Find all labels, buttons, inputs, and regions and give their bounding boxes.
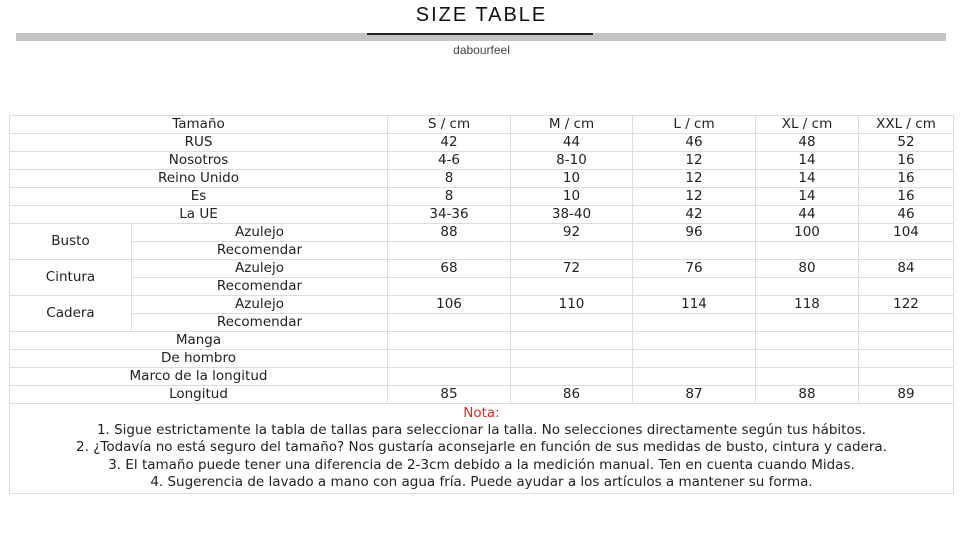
table-cell: 104: [859, 224, 954, 242]
table-cell: 12: [633, 188, 756, 206]
table-cell: 52: [859, 134, 954, 152]
table-cell: 14: [756, 152, 859, 170]
table-row: [10, 278, 954, 296]
brand-name: dabourfeel: [453, 43, 510, 57]
header-row: [10, 116, 954, 134]
table-cell: [388, 350, 511, 368]
row-label: Nosotros: [10, 152, 388, 170]
note-line: 4. Sugerencia de lavado a mano con agua fría. Puede ayudar a los artículos a mantener su forma.: [150, 473, 813, 490]
table-row: [10, 260, 954, 278]
table-cell: [511, 278, 633, 296]
table-cell: 14: [756, 170, 859, 188]
table-cell: 106: [388, 296, 511, 314]
table-cell: 48: [756, 134, 859, 152]
size-header-xxl: XXL / cm: [859, 116, 954, 134]
table-cell: [859, 332, 954, 350]
table-cell: 14: [756, 188, 859, 206]
row-label: Es: [10, 188, 388, 206]
group-label-cadera: Cadera: [10, 296, 132, 332]
table-cell: [756, 278, 859, 296]
table-cell: 85: [388, 386, 511, 404]
table-cell: [633, 368, 756, 386]
group-label-busto: Busto: [10, 224, 132, 260]
table-cell: [756, 242, 859, 260]
size-header-m: M / cm: [511, 116, 633, 134]
table-cell: [756, 368, 859, 386]
table-cell: 76: [633, 260, 756, 278]
table-cell: 92: [511, 224, 633, 242]
table-cell: 118: [756, 296, 859, 314]
table-cell: [859, 242, 954, 260]
row-label: Marco de la longitud: [10, 368, 388, 386]
table-cell: [388, 314, 511, 332]
table-row: [10, 296, 954, 314]
table-cell: 100: [756, 224, 859, 242]
page-title: SIZE TABLE: [415, 4, 548, 26]
notes-title: Nota:: [463, 405, 500, 421]
table-row: [10, 332, 954, 350]
notes-row: [10, 404, 954, 494]
table-row: [10, 134, 954, 152]
table-cell: 88: [756, 386, 859, 404]
table-cell: [756, 350, 859, 368]
row-label: La UE: [10, 206, 388, 224]
table-row: [10, 206, 954, 224]
note-line: 1. Sigue estrictamente la tabla de tallas para seleccionar la talla. No selecciones directamente según tus hábitos.: [96, 422, 867, 439]
table-cell: 16: [859, 170, 954, 188]
table-cell: 72: [511, 260, 633, 278]
table-cell: 46: [633, 134, 756, 152]
size-header-xl: XL / cm: [756, 116, 859, 134]
table-cell: [859, 368, 954, 386]
table-cell: 114: [633, 296, 756, 314]
table-row: [10, 386, 954, 404]
table-cell: 8-10: [511, 152, 633, 170]
table-cell: 88: [388, 224, 511, 242]
table-cell: 38-40: [511, 206, 633, 224]
table-row: [10, 188, 954, 206]
table-cell: 10: [511, 188, 633, 206]
sub-label: Recomendar: [132, 242, 388, 260]
table-cell: 10: [511, 170, 633, 188]
size-header-l: L / cm: [633, 116, 756, 134]
sub-label: Recomendar: [132, 278, 388, 296]
table-cell: 86: [511, 386, 633, 404]
size-table: [9, 115, 954, 494]
table-cell: 96: [633, 224, 756, 242]
table-cell: [388, 278, 511, 296]
sub-label: Azulejo: [132, 260, 388, 278]
table-cell: [511, 350, 633, 368]
row-label: Longitud: [10, 386, 388, 404]
table-cell: 89: [859, 386, 954, 404]
table-cell: 87: [633, 386, 756, 404]
table-cell: [859, 350, 954, 368]
table-cell: [633, 350, 756, 368]
table-cell: [756, 332, 859, 350]
table-cell: [756, 314, 859, 332]
notes-cell: [10, 404, 954, 494]
row-label: Manga: [10, 332, 388, 350]
table-cell: [633, 332, 756, 350]
row-label: Reino Unido: [10, 170, 388, 188]
table-row: [10, 242, 954, 260]
table-cell: 16: [859, 188, 954, 206]
sub-label: Azulejo: [132, 296, 388, 314]
table-cell: [859, 314, 954, 332]
sub-label: Azulejo: [132, 224, 388, 242]
table-cell: [859, 278, 954, 296]
table-cell: 42: [633, 206, 756, 224]
table-cell: [388, 368, 511, 386]
table-cell: [633, 278, 756, 296]
row-label: RUS: [10, 134, 388, 152]
title-accent-line: [367, 33, 593, 35]
note-line: 2. ¿Todavía no está seguro del tamaño? Nos gustaría aconsejarle en función de sus medidas de busto, cintura y cadera.: [76, 439, 887, 456]
group-label-cintura: Cintura: [10, 260, 132, 296]
table-cell: 12: [633, 152, 756, 170]
table-cell: [633, 242, 756, 260]
row-label: De hombro: [10, 350, 388, 368]
sub-label: Recomendar: [132, 314, 388, 332]
table-cell: [388, 242, 511, 260]
table-row: [10, 152, 954, 170]
table-row: [10, 368, 954, 386]
table-cell: 110: [511, 296, 633, 314]
table-cell: 80: [756, 260, 859, 278]
note-line: 3. El tamaño puede tener una diferencia de 2-3cm debido a la medición manual. Ten en cuenta cuando Midas.: [108, 456, 855, 473]
table-row: [10, 350, 954, 368]
table-cell: 16: [859, 152, 954, 170]
table-row: [10, 224, 954, 242]
table-cell: [633, 314, 756, 332]
table-cell: 122: [859, 296, 954, 314]
table-cell: 12: [633, 170, 756, 188]
table-row: [10, 314, 954, 332]
table-row: [10, 170, 954, 188]
table-cell: 68: [388, 260, 511, 278]
table-cell: [511, 332, 633, 350]
table-cell: 34-36: [388, 206, 511, 224]
table-cell: 8: [388, 188, 511, 206]
table-cell: [388, 332, 511, 350]
table-cell: [511, 368, 633, 386]
table-cell: 4-6: [388, 152, 511, 170]
label-header-cell: Tamaño: [10, 116, 388, 134]
table-cell: 42: [388, 134, 511, 152]
size-header-s: S / cm: [388, 116, 511, 134]
table-cell: 8: [388, 170, 511, 188]
table-cell: 44: [756, 206, 859, 224]
table-cell: 44: [511, 134, 633, 152]
table-cell: 84: [859, 260, 954, 278]
table-cell: 46: [859, 206, 954, 224]
table-cell: [511, 314, 633, 332]
table-cell: [511, 242, 633, 260]
